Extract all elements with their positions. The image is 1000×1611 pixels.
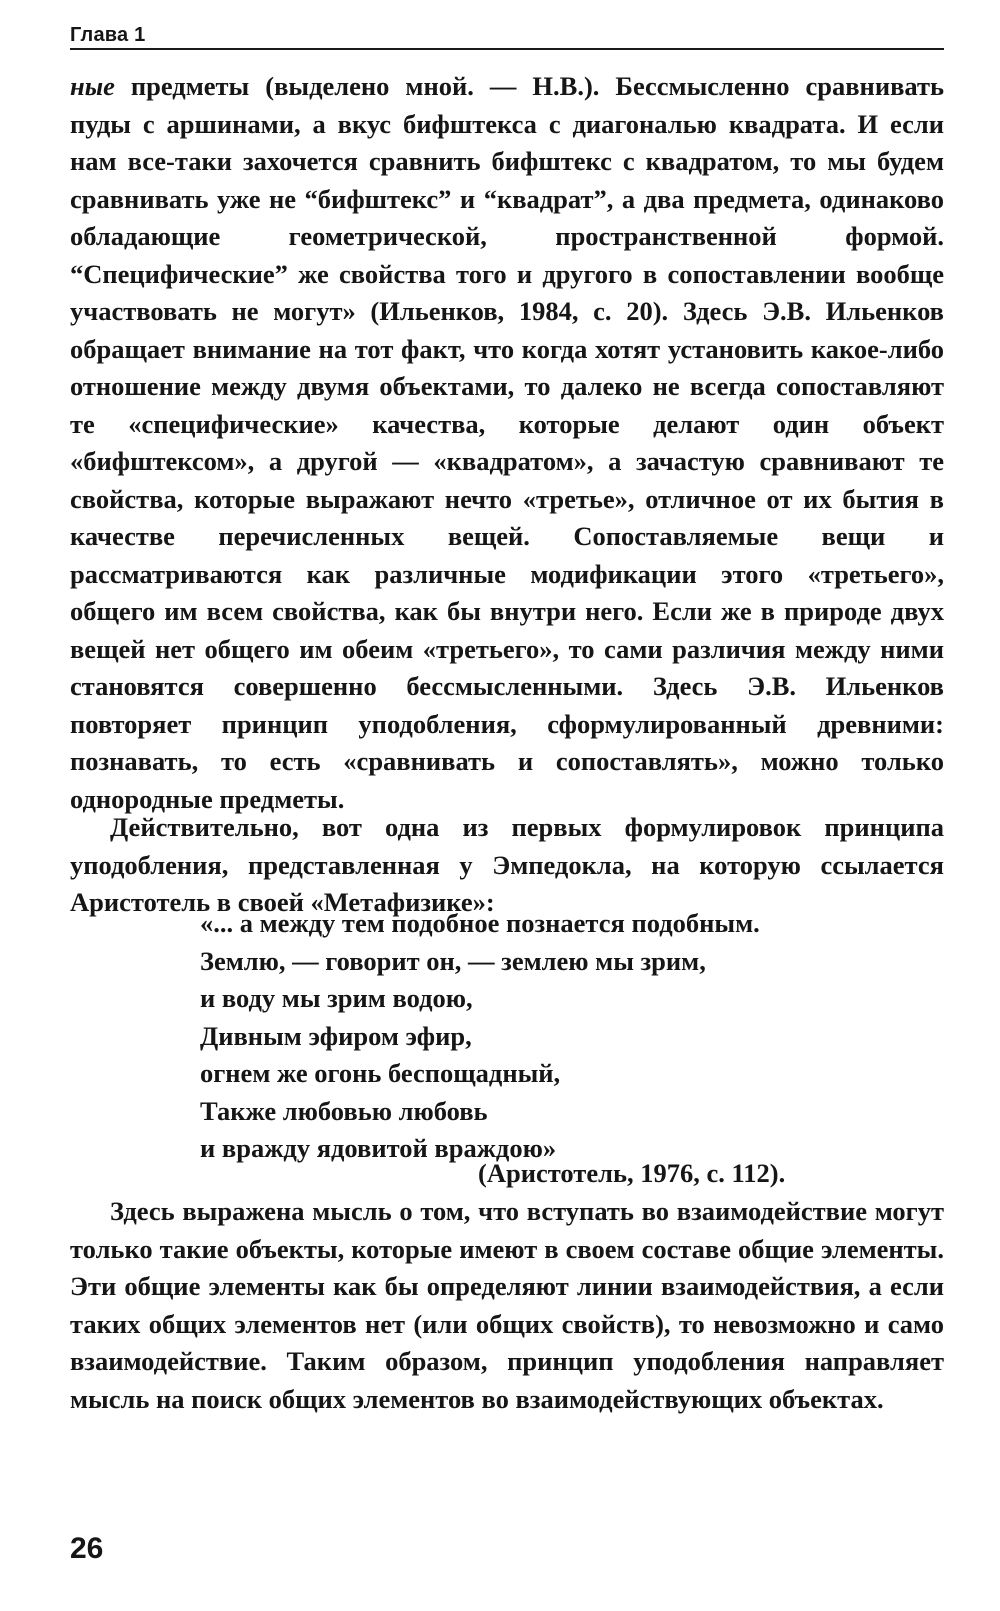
verse-line: Также любовью любовь — [200, 1095, 488, 1126]
verse-line: огнем же огонь беспощадный, — [200, 1058, 561, 1088]
running-header — [70, 20, 944, 50]
paragraph-1-text: предметы (выделено мной. — Н.В.). Бессмысленно сравнивать пуды с аршинами, а вкус бифштекса с диагональю квадрата. И если нам все-таки захочется сравнить бифштекс с квадратом, то мы будем сравнивать уже не “бифштекс” и “квадрат”, а два предмета, одинаково обладающие геометрической, пространственной формой. “Специфические” же свойства того и другого в сопоставлении вообще участвовать не могут» (Ильенков, 1984, с. 20). Здесь Э.В. Ильенков обращает внимание на тот факт, что когда хотят установить какое-либо отношение между двумя объектами, то далеко не всегда сопоставляют те «специфические» качества, которые делают один объект «бифштексом», а другой — «квадратом», а зачастую сравнивают те свойства, которые выражают нечто «третье», отличное от их бытия в качестве перечисленных вещей. Сопоставляемые вещи и рассматриваются как различные модификации этого «третьего», общего им всем свойства, как бы внутри него. Если же в природе двух вещей нет общего им обеим «третьего», то сами различия между ними становятся совершенно бессмысленными. Здесь Э.В. Ильенков повторяет принцип уподобления, сформулированный древними: познавать, то есть «сравнивать и сопоставлять», можно только однородные предметы. — [70, 71, 944, 814]
page-number: 26 — [70, 1532, 104, 1565]
verse-quote — [200, 905, 900, 1168]
paragraph-2: Действительно, вот одна из первых формулировок принципа уподобления, представленная у Эмпедокла, на которую ссылается Аристотель в своей «Метафизике»: — [70, 812, 944, 917]
verse-line: и вражду ядовитой враждою» — [200, 1133, 557, 1163]
verse-citation: (Аристотель, 1976, с. 112). — [478, 1158, 786, 1188]
verse-line: Землю, — говорит он, — землею мы зрим, — [200, 945, 706, 976]
paragraph-3: Здесь выражена мысль о том, что вступать во взаимодействие могут только такие объекты, которые имеют в своем составе общие элементы. Эти общие элементы как бы определяют линии взаимодействия, а если таких общих элементов нет (или общих свойств), то невозможно и само взаимодействие. Таким образом, принцип уподобления направляет мысль на поиск общих элементов во взаимодействующих объектах. — [70, 1196, 944, 1414]
verse-line: и воду мы зрим водою, — [200, 983, 473, 1013]
chapter-title: Глава 1 — [70, 24, 146, 46]
verse-line: Дивным эфиром эфир, — [200, 1020, 472, 1051]
verse-line: «... а между тем подобное познается подобным. — [200, 908, 760, 938]
paragraph-1-emphasis: ные — [70, 71, 115, 101]
paragraph-1 — [70, 68, 944, 818]
